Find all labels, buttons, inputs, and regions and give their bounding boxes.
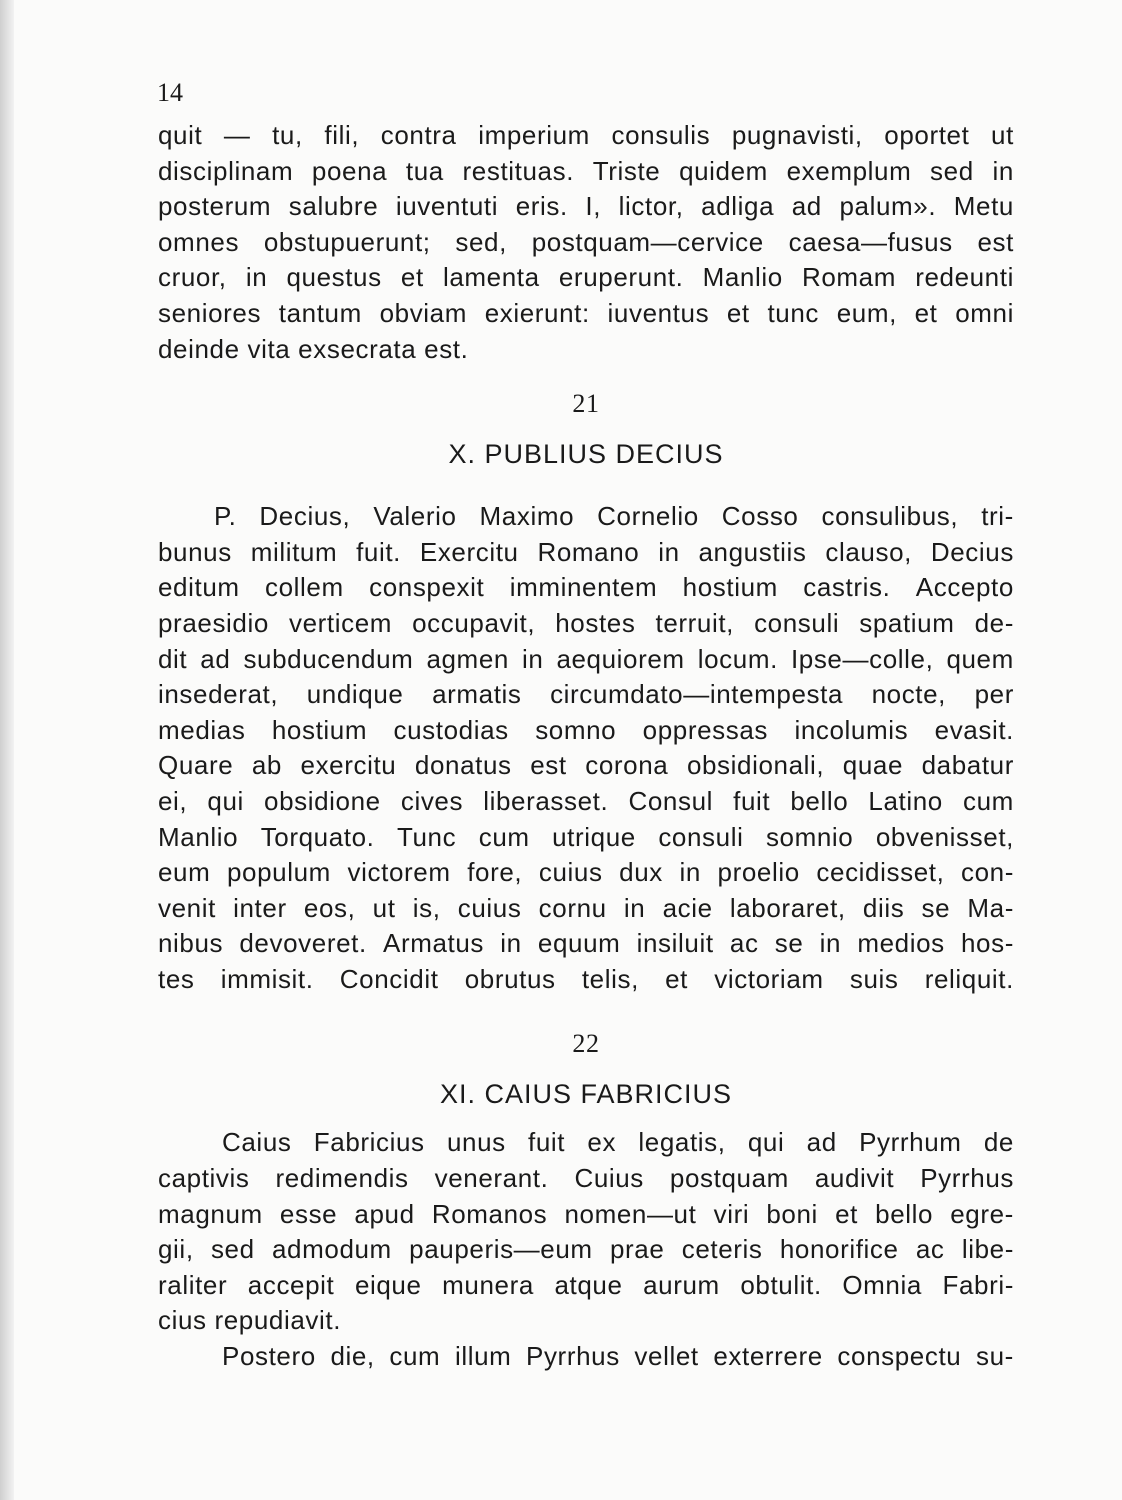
text-line: bunus militum fuit. Exercitu Romano in angustiis clauso, Decius: [158, 536, 1014, 567]
text-line: cius repudiavit.: [158, 1305, 342, 1336]
text-line: deinde vita exsecrata est.: [158, 333, 469, 364]
page-number: 14: [157, 78, 183, 107]
text-line: Postero die, cum illum Pyrrhus vellet exterrere conspectu su-: [222, 1341, 1014, 1372]
text-line: cruor, in questus et lamenta eruperunt. Manlio Romam redeunti: [158, 262, 1014, 293]
text-line: gii, sed admodum pauperis—eum prae ceteris honorifice ac libe-: [158, 1234, 1014, 1265]
chapter-title: X. PUBLIUS DECIUS: [448, 439, 724, 470]
text-line: Manlio Torquato. Tunc cum utrique consuli somnio obvenisset,: [158, 821, 1014, 852]
chapter-number: 22: [572, 1029, 600, 1059]
text-line: seniores tantum obviam exierunt: iuventus et tunc eum, et omni: [158, 297, 1014, 328]
page-binding-edge: [0, 0, 14, 1500]
text-line: captivis redimendis venerant. Cuius postquam audivit Pyrrhus: [158, 1163, 1014, 1194]
page-text: [158, 118, 1014, 1375]
text-line: posterum salubre iuventuti eris. I, lictor, adliga ad palum». Metu: [158, 191, 1014, 222]
text-line: editum collem conspexit imminentem hostium castris. Accepto: [158, 572, 1014, 603]
text-line: P. Decius, Valerio Maximo Cornelio Cosso consulibus, tri-: [214, 501, 1014, 532]
text-line: praesidio verticem occupavit, hostes terruit, consuli spatium de-: [158, 607, 1014, 638]
text-line: omnes obstupuerunt; sed, postquam—cervice caesa—fusus est: [158, 226, 1014, 257]
text-line: ei, qui obsidione cives liberasset. Consul fuit bello Latino cum: [158, 785, 1014, 816]
text-line: quit — tu, fili, contra imperium consulis pugnavisti, oportet ut: [158, 120, 1014, 150]
text-line: nibus devoveret. Armatus in equum insiluit ac se in medios hos-: [158, 928, 1014, 959]
text-line: raliter accepit eique munera atque aurum obtulit. Omnia Fabri-: [158, 1269, 1014, 1300]
text-line: venit inter eos, ut is, cuius cornu in acie laboraret, diis se Ma-: [158, 892, 1014, 923]
text-line: insederat, undique armatis circumdato—intempesta nocte, per: [158, 679, 1014, 710]
text-line: medias hostium custodias somno oppressas incolumis evasit.: [158, 714, 1014, 745]
chapter-number: 21: [572, 389, 600, 419]
text-line: tes immisit. Concidit obrutus telis, et victoriam suis reliquit.: [158, 963, 1014, 994]
text-line: dit ad subducendum agmen in aequiorem locum. Ipse—colle, quem: [158, 643, 1014, 674]
text-line: Caius Fabricius unus fuit ex legatis, qui ad Pyrrhum de: [222, 1127, 1014, 1158]
chapter-title: XI. CAIUS FABRICIUS: [439, 1079, 733, 1110]
text-line: disciplinam poena tua restituas. Triste quidem exemplum sed in: [158, 155, 1014, 186]
text-line: eum populum victorem fore, cuius dux in proelio cecidisset, con-: [158, 857, 1014, 888]
text-line: magnum esse apud Romanos nomen—ut viri boni et bello egre-: [158, 1198, 1014, 1229]
text-line: Quare ab exercitu donatus est corona obsidionali, quae dabatur: [158, 750, 1014, 781]
